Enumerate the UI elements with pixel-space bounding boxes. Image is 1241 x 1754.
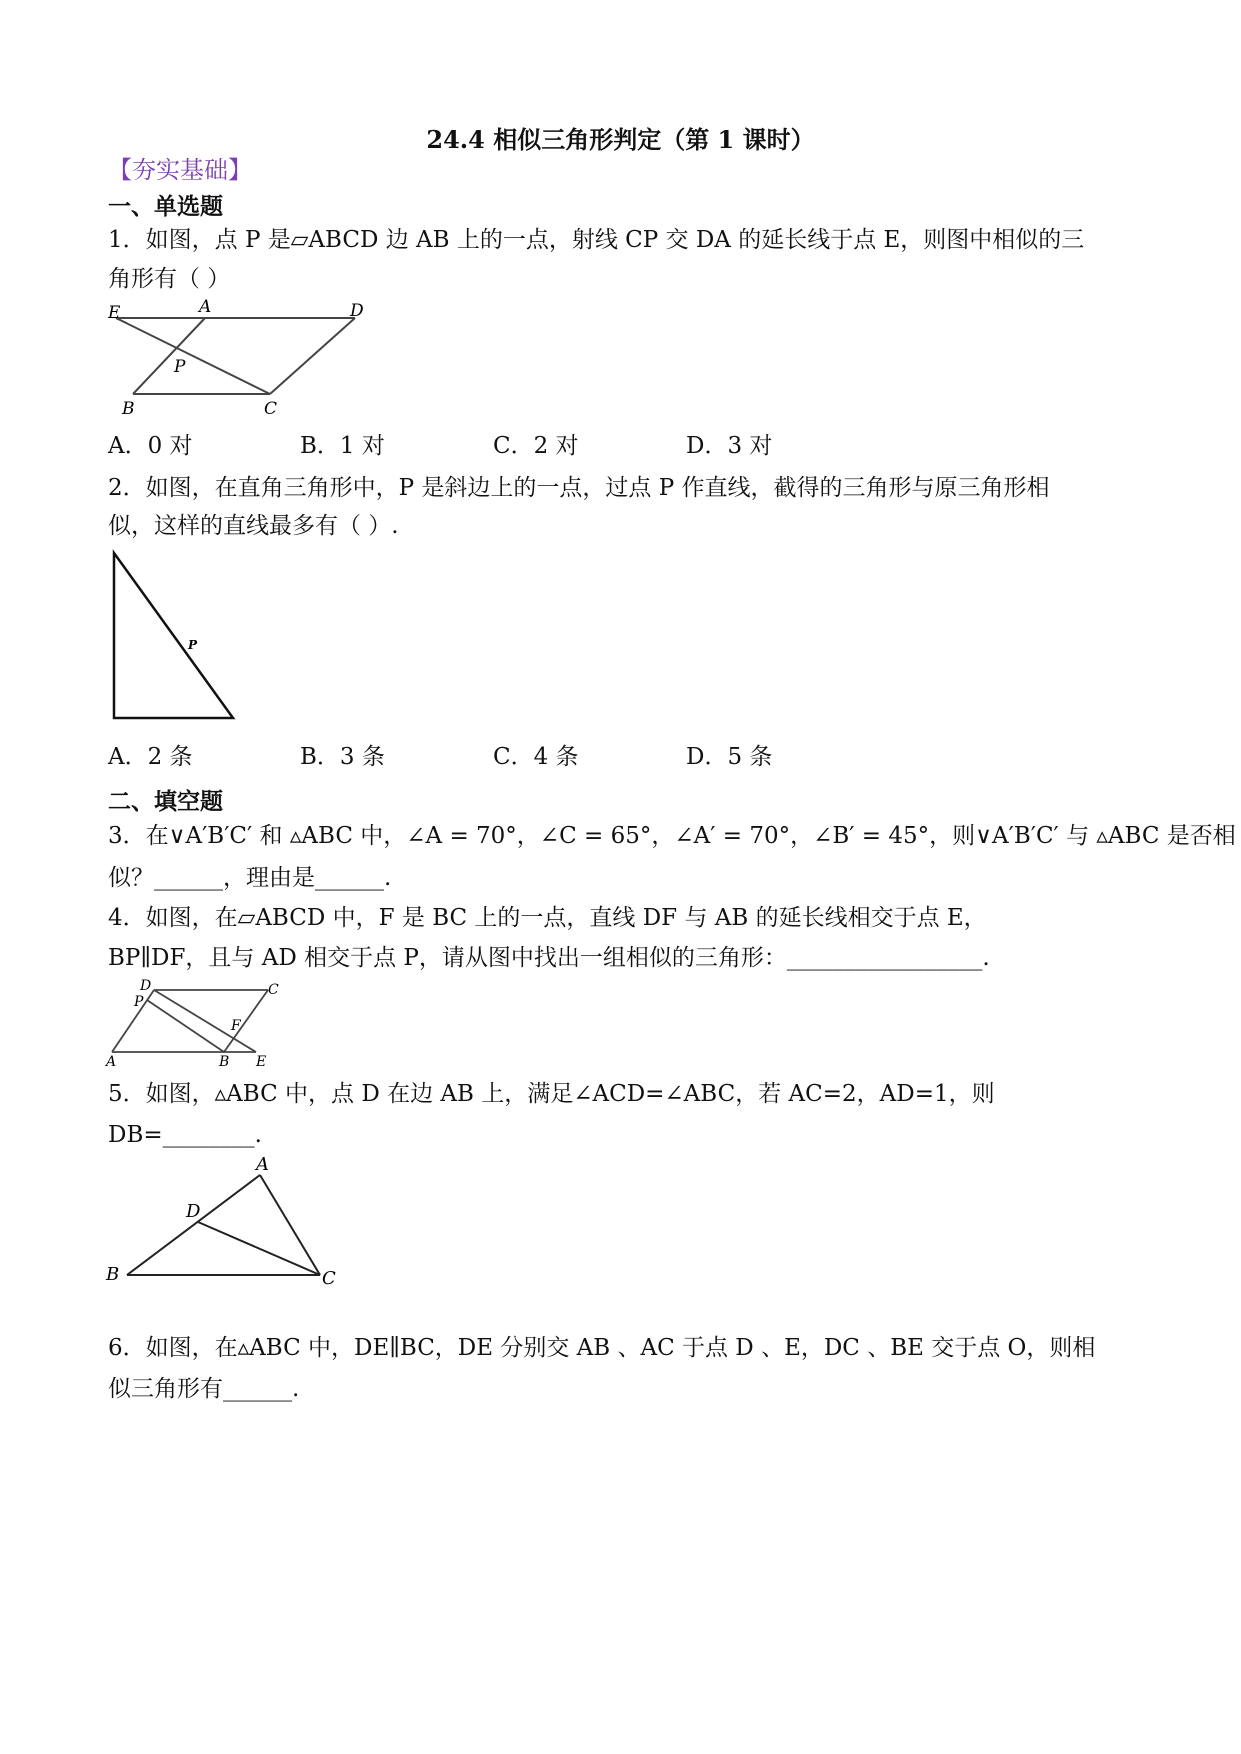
- label-E: E: [108, 303, 121, 323]
- page-title: 24.4 相似三角形判定（第 1 课时）: [426, 125, 815, 154]
- label-B: B: [219, 1054, 230, 1070]
- question-1-figure: [100, 296, 380, 420]
- question-1-line-1: 1．如图，点 P 是▱ABCD 边 AB 上的一点，射线 CP 交 DA 的延长线于点 E，则图中相似的三: [108, 227, 1085, 253]
- label-B: B: [106, 1264, 120, 1285]
- question-5-line-2: DB=________.: [108, 1122, 262, 1148]
- section-heading-single-choice: 一、单选题: [108, 193, 223, 220]
- label-C: C: [322, 1268, 336, 1289]
- label-P: P: [134, 994, 144, 1010]
- section-badge: 【夯实基础】: [108, 156, 252, 184]
- label-A: A: [256, 1154, 269, 1175]
- label-D: D: [140, 978, 152, 994]
- label-C: C: [264, 399, 278, 419]
- label-A: A: [199, 297, 212, 317]
- label-D: D: [186, 1201, 201, 1222]
- right-triangle: [114, 553, 233, 718]
- question-1-line-2: 角形有（ ）: [108, 266, 231, 292]
- question-4-line-1: 4．如图，在▱ABCD 中，F 是 BC 上的一点，直线 DF 与 AB 的延长线相交于点 E，: [108, 905, 987, 931]
- question-2-line-2: 似，这样的直线最多有（ ）.: [108, 513, 399, 539]
- line-AC: [260, 1175, 320, 1275]
- question-2-option-d: D．5 条: [686, 744, 773, 770]
- line-DA: [112, 990, 154, 1052]
- question-4-line-2: BP∥DF，且与 AD 相交于点 P，请从图中找出一组相似的三角形：_________________.: [108, 945, 990, 971]
- question-1-option-c: C．2 对: [493, 433, 579, 459]
- label-B: B: [122, 399, 135, 419]
- label-D: D: [350, 301, 364, 321]
- label-P: P: [174, 357, 186, 377]
- label-P: P: [188, 638, 198, 652]
- question-1-option-d: D．3 对: [686, 433, 773, 459]
- question-2-option-a: A．2 条: [108, 744, 193, 770]
- question-5-line-1: 5．如图，▵ABC 中，点 D 在边 AB 上，满足∠ACD=∠ABC，若 AC=2，AD=1，则: [108, 1081, 995, 1107]
- question-2-option-c: C．4 条: [493, 744, 579, 770]
- question-2-figure: [100, 545, 250, 725]
- question-3-line-2: 似？______，理由是______.: [108, 865, 392, 891]
- question-4-figure: [100, 978, 300, 1070]
- question-1-option-b: B．1 对: [300, 433, 385, 459]
- question-6-line-1: 6．如图，在▵ABC 中，DE∥BC，DE 分别交 AB 、AC 于点 D 、E，DC 、BE 交于点 O，则相: [108, 1335, 1096, 1361]
- section-heading-fill-blank: 二、填空题: [108, 788, 223, 815]
- question-6-line-2: 似三角形有______.: [108, 1376, 300, 1402]
- question-1-option-a: A．0 对: [108, 433, 193, 459]
- label-C: C: [268, 982, 279, 998]
- question-2-line-1: 2．如图，在直角三角形中，P 是斜边上的一点，过点 P 作直线，截得的三角形与原三角形相: [108, 475, 1050, 501]
- label-E: E: [256, 1054, 267, 1070]
- label-F: F: [231, 1018, 241, 1034]
- line-DC: [270, 318, 355, 394]
- label-A: A: [106, 1054, 117, 1070]
- question-2-option-b: B．3 条: [300, 744, 385, 770]
- question-3-line-1: 3．在∨A′B′C′ 和 ▵ABC 中，∠A = 70°，∠C = 65°，∠A′ = 70°，∠B′ = 45°，则∨A′B′C′ 与 ▵ABC 是否相: [108, 823, 1236, 849]
- line-BA: [127, 1175, 260, 1275]
- line-DC: [198, 1222, 320, 1275]
- question-5-figure: [100, 1150, 350, 1292]
